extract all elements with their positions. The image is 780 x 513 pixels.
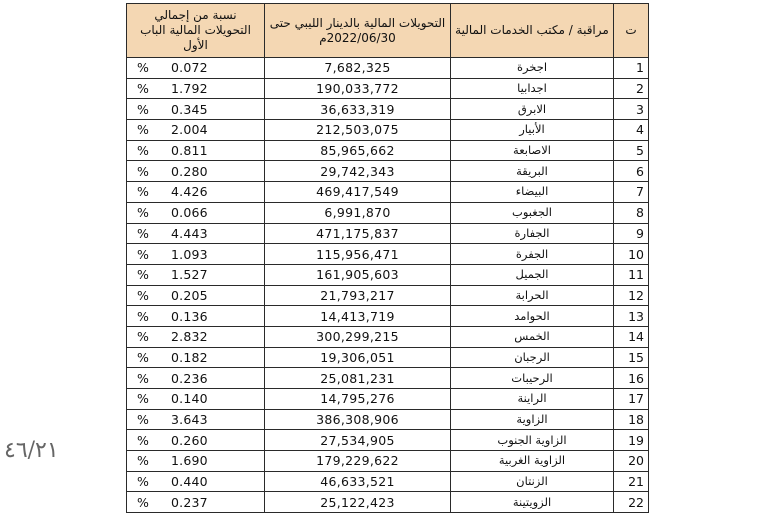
index-cell: 14 [614, 326, 649, 347]
percent-symbol: % [137, 60, 150, 76]
office-cell: الحرابة [451, 285, 614, 306]
percent-symbol: % [137, 163, 150, 179]
table-row [127, 285, 649, 306]
index-cell: 12 [614, 285, 649, 306]
amount-cell: 190,033,772 [265, 78, 451, 99]
index-cell: 1 [614, 58, 649, 79]
percentage-cell [127, 78, 265, 99]
office-cell: البريقة [451, 161, 614, 182]
index-cell: 5 [614, 140, 649, 161]
index-cell: 15 [614, 347, 649, 368]
percentage-cell [127, 99, 265, 120]
index-cell: 10 [614, 244, 649, 265]
percent-symbol: % [137, 184, 150, 200]
index-cell: 7 [614, 182, 649, 203]
percentage-value: 4.443 [171, 225, 208, 241]
percentage-value: 0.237 [171, 494, 208, 510]
percent-symbol: % [137, 308, 150, 324]
table-row [127, 78, 649, 99]
percentage-value: 0.182 [171, 349, 208, 365]
amount-cell: 46,633,521 [265, 471, 451, 492]
index-cell: 6 [614, 161, 649, 182]
percentage-cell [127, 182, 265, 203]
percentage-value: 1.093 [171, 246, 208, 262]
percentage-cell [127, 368, 265, 389]
percentage-value: 0.260 [171, 432, 208, 448]
table-row [127, 202, 649, 223]
table-row [127, 244, 649, 265]
percent-symbol: % [137, 143, 150, 159]
table-row [127, 409, 649, 430]
percentage-value: 1.792 [171, 81, 208, 97]
percent-symbol: % [137, 287, 150, 303]
table-row [127, 347, 649, 368]
office-cell: الراينة [451, 389, 614, 410]
percentage-value: 1.690 [171, 453, 208, 469]
header-row [127, 4, 649, 58]
table-row [127, 368, 649, 389]
percentage-cell [127, 326, 265, 347]
index-cell: 11 [614, 264, 649, 285]
percent-symbol: % [137, 225, 150, 241]
transfers-table [126, 3, 649, 513]
percentage-cell [127, 430, 265, 451]
percent-symbol: % [137, 370, 150, 386]
percent-symbol: % [137, 101, 150, 117]
amount-cell: 29,742,343 [265, 161, 451, 182]
percent-symbol: % [137, 453, 150, 469]
percent-symbol: % [137, 267, 150, 283]
percentage-cell [127, 202, 265, 223]
table-row [127, 306, 649, 327]
percentage-cell [127, 285, 265, 306]
percent-symbol: % [137, 432, 150, 448]
percent-symbol: % [137, 205, 150, 221]
header-index: ت [614, 4, 649, 58]
amount-cell: 469,417,549 [265, 182, 451, 203]
percentage-value: 2.004 [171, 122, 208, 138]
index-cell: 13 [614, 306, 649, 327]
percent-symbol: % [137, 391, 150, 407]
percent-symbol: % [137, 122, 150, 138]
percentage-value: 0.140 [171, 391, 208, 407]
percentage-cell [127, 244, 265, 265]
table-header [127, 4, 649, 58]
amount-cell: 21,793,217 [265, 285, 451, 306]
percentage-cell [127, 347, 265, 368]
amount-cell: 300,299,215 [265, 326, 451, 347]
amount-cell: 7,682,325 [265, 58, 451, 79]
amount-cell: 25,081,231 [265, 368, 451, 389]
table-row [127, 58, 649, 79]
amount-cell: 14,795,276 [265, 389, 451, 410]
percentage-value: 1.527 [171, 267, 208, 283]
percentage-value: 0.440 [171, 474, 208, 490]
amount-cell: 471,175,837 [265, 223, 451, 244]
percentage-cell [127, 58, 265, 79]
office-cell: الزاوية الغربية [451, 451, 614, 472]
office-cell: الرجبان [451, 347, 614, 368]
office-cell: الزويتينة [451, 492, 614, 513]
table-row [127, 264, 649, 285]
percentage-cell [127, 306, 265, 327]
percentage-value: 4.426 [171, 184, 208, 200]
office-cell: الزنتان [451, 471, 614, 492]
amount-cell: 36,633,319 [265, 99, 451, 120]
office-cell: اجخرة [451, 58, 614, 79]
percentage-value: 0.811 [171, 143, 208, 159]
percentage-cell [127, 140, 265, 161]
percent-symbol: % [137, 81, 150, 97]
percentage-value: 3.643 [171, 412, 208, 428]
table-row [127, 430, 649, 451]
index-cell: 20 [614, 451, 649, 472]
financial-transfers-document [126, 3, 648, 513]
table-row [127, 471, 649, 492]
percentage-cell [127, 120, 265, 141]
index-cell: 2 [614, 78, 649, 99]
table-row [127, 120, 649, 141]
amount-cell: 161,905,603 [265, 264, 451, 285]
index-cell: 17 [614, 389, 649, 410]
percent-symbol: % [137, 246, 150, 262]
index-cell: 8 [614, 202, 649, 223]
table-row [127, 326, 649, 347]
amount-cell: 115,956,471 [265, 244, 451, 265]
header-office: مراقبة / مكتب الخدمات المالية [451, 4, 614, 58]
percentage-cell [127, 409, 265, 430]
table-row [127, 492, 649, 513]
amount-cell: 19,306,051 [265, 347, 451, 368]
office-cell: الأبيار [451, 120, 614, 141]
office-cell: الخمس [451, 326, 614, 347]
office-cell: الجميل [451, 264, 614, 285]
percentage-cell [127, 389, 265, 410]
percentage-value: 0.345 [171, 101, 208, 117]
office-cell: الجغبوب [451, 202, 614, 223]
office-cell: الابرق [451, 99, 614, 120]
percentage-value: 0.236 [171, 370, 208, 386]
amount-cell: 25,122,423 [265, 492, 451, 513]
percentage-value: 0.136 [171, 308, 208, 324]
percent-symbol: % [137, 349, 150, 365]
office-cell: الزاوية [451, 409, 614, 430]
office-cell: الجفارة [451, 223, 614, 244]
amount-cell: 14,413,719 [265, 306, 451, 327]
table-row [127, 223, 649, 244]
index-cell: 19 [614, 430, 649, 451]
percentage-value: 0.072 [171, 60, 208, 76]
office-cell: الرحيبات [451, 368, 614, 389]
percentage-cell [127, 161, 265, 182]
office-cell: البيضاء [451, 182, 614, 203]
index-cell: 21 [614, 471, 649, 492]
header-percentage: نسبة من إجمالي التحويلات المالية الباب الأول [127, 4, 265, 58]
percentage-value: 0.280 [171, 163, 208, 179]
office-cell: الزاوية الجنوب [451, 430, 614, 451]
index-cell: 16 [614, 368, 649, 389]
header-amount: التحويلات المالية بالدينار الليبي حتى 2022/06/30م [265, 4, 451, 58]
amount-cell: 179,229,622 [265, 451, 451, 472]
index-cell: 22 [614, 492, 649, 513]
percentage-value: 0.066 [171, 205, 208, 221]
percentage-cell [127, 471, 265, 492]
table-row [127, 161, 649, 182]
percentage-cell [127, 223, 265, 244]
percent-symbol: % [137, 329, 150, 345]
percent-symbol: % [137, 494, 150, 510]
amount-cell: 212,503,075 [265, 120, 451, 141]
index-cell: 18 [614, 409, 649, 430]
percent-symbol: % [137, 412, 150, 428]
table-row [127, 389, 649, 410]
table-row [127, 140, 649, 161]
percent-symbol: % [137, 474, 150, 490]
office-cell: اجدابيا [451, 78, 614, 99]
office-cell: الاصابعة [451, 140, 614, 161]
amount-cell: 6,991,870 [265, 202, 451, 223]
amount-cell: 85,965,662 [265, 140, 451, 161]
index-cell: 9 [614, 223, 649, 244]
table-row [127, 182, 649, 203]
office-cell: الحوامد [451, 306, 614, 327]
amount-cell: 386,308,906 [265, 409, 451, 430]
percentage-cell [127, 264, 265, 285]
index-cell: 4 [614, 120, 649, 141]
table-row [127, 99, 649, 120]
index-cell: 3 [614, 99, 649, 120]
percentage-cell [127, 451, 265, 472]
percentage-value: 0.205 [171, 287, 208, 303]
table-row [127, 451, 649, 472]
percentage-cell [127, 492, 265, 513]
page-number: ٤٦/٢١ [4, 438, 59, 463]
table-body [127, 58, 649, 513]
office-cell: الجفرة [451, 244, 614, 265]
amount-cell: 27,534,905 [265, 430, 451, 451]
percentage-value: 2.832 [171, 329, 208, 345]
